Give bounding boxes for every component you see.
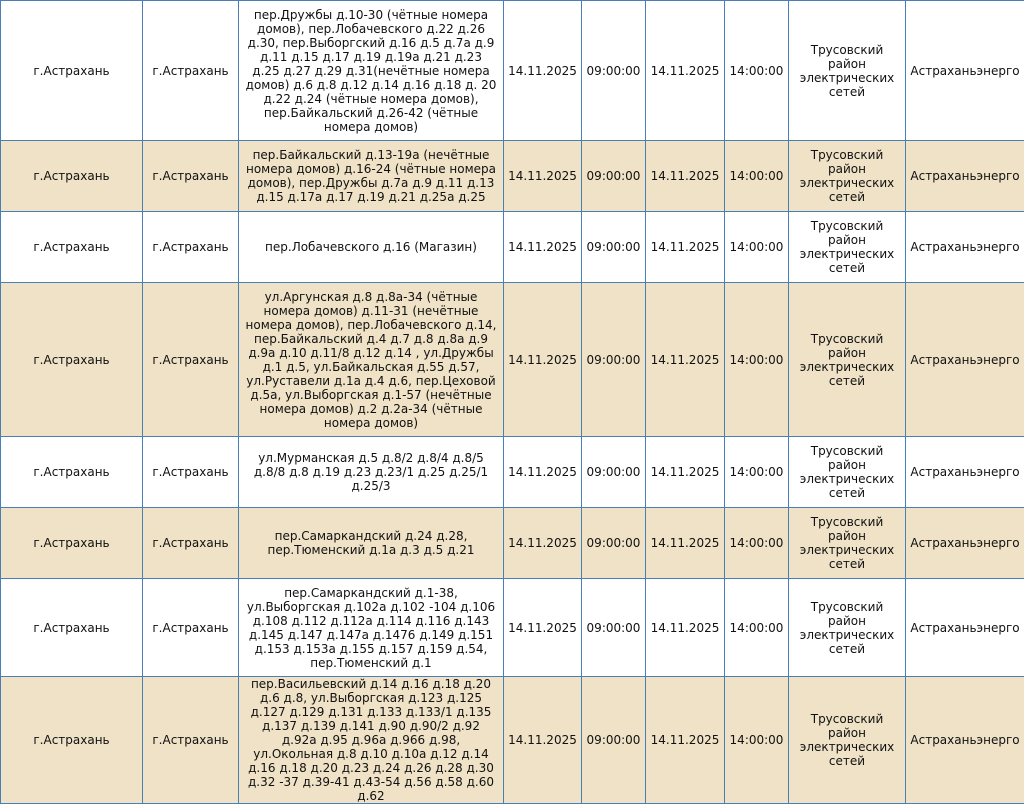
address-cell: пер.Лобачевского д.16 (Магазин)	[239, 212, 504, 283]
locality-cell: г.Астрахань	[143, 677, 239, 804]
start-date-cell: 14.11.2025	[504, 212, 582, 283]
district-cell: Трусовский район электрических сетей	[789, 677, 906, 804]
region-cell: г.Астрахань	[1, 508, 143, 579]
end-time-cell: 14:00:00	[725, 283, 789, 437]
organization-cell: Астраханьэнерго	[906, 141, 1024, 212]
end-date-cell: 14.11.2025	[646, 677, 725, 804]
organization-cell: Астраханьэнерго	[906, 508, 1024, 579]
region-cell: г.Астрахань	[1, 579, 143, 677]
start-date-cell: 14.11.2025	[504, 141, 582, 212]
end-time-cell: 14:00:00	[725, 1, 789, 141]
start-date-cell: 14.11.2025	[504, 1, 582, 141]
start-time-cell: 09:00:00	[582, 437, 646, 508]
region-cell: г.Астрахань	[1, 1, 143, 141]
start-time-cell: 09:00:00	[582, 212, 646, 283]
address-cell: пер.Байкальский д.13-19а (нечётные номера домов) д.16-24 (чётные номера домов), пер.Дружбы д.7а д.9 д.11 д.13 д.15 д.17а д.17 д.19 д.21 д.25а д.25	[239, 141, 504, 212]
locality-cell: г.Астрахань	[143, 212, 239, 283]
end-date-cell: 14.11.2025	[646, 283, 725, 437]
district-cell: Трусовский район электрических сетей	[789, 579, 906, 677]
locality-cell: г.Астрахань	[143, 508, 239, 579]
table-row	[1, 677, 1024, 804]
end-date-cell: 14.11.2025	[646, 1, 725, 141]
organization-cell: Астраханьэнерго	[906, 283, 1024, 437]
table-row	[1, 283, 1024, 437]
end-time-cell: 14:00:00	[725, 212, 789, 283]
end-date-cell: 14.11.2025	[646, 141, 725, 212]
locality-cell: г.Астрахань	[143, 141, 239, 212]
end-date-cell: 14.11.2025	[646, 437, 725, 508]
district-cell: Трусовский район электрических сетей	[789, 1, 906, 141]
start-time-cell: 09:00:00	[582, 677, 646, 804]
district-cell: Трусовский район электрических сетей	[789, 437, 906, 508]
organization-cell: Астраханьэнерго	[906, 677, 1024, 804]
start-time-cell: 09:00:00	[582, 508, 646, 579]
end-date-cell: 14.11.2025	[646, 579, 725, 677]
start-date-cell: 14.11.2025	[504, 508, 582, 579]
region-cell: г.Астрахань	[1, 283, 143, 437]
end-time-cell: 14:00:00	[725, 677, 789, 804]
start-time-cell: 09:00:00	[582, 141, 646, 212]
address-cell: пер.Самаркандский д.1-38, ул.Выборгская д.102а д.102 -104 д.106 д.108 д.112 д.112а д.114 д.116 д.143 д.145 д.147 д.147а д.1476 д.149 д.151 д.153 д.153а д.155 д.157 д.159 д.54, пер.Тюменский д.1	[239, 579, 504, 677]
organization-cell: Астраханьэнерго	[906, 437, 1024, 508]
end-time-cell: 14:00:00	[725, 579, 789, 677]
address-cell: пер.Васильевский д.14 д.16 д.18 д.20 д.6 д.8, ул.Выборгская д.123 д.125 д.127 д.129 д.131 д.133 д.133/1 д.135 д.137 д.139 д.141 д.90 д.90/2 д.92 д.92а д.95 д.96а д.966 д.98, ул.Окольная д.8 д.10 д.10а д.12 д.14 д.16 д.18 д.20 д.23 д.24 д.26 д.28 д.30 д.32 -37 д.39-41 д.43-54 д.56 д.58 д.60 д.62	[239, 677, 504, 804]
locality-cell: г.Астрахань	[143, 283, 239, 437]
start-time-cell: 09:00:00	[582, 1, 646, 141]
end-time-cell: 14:00:00	[725, 141, 789, 212]
address-cell: пер.Самаркандский д.24 д.28, пер.Тюменский д.1а д.3 д.5 д.21	[239, 508, 504, 579]
district-cell: Трусовский район электрических сетей	[789, 508, 906, 579]
address-cell: ул.Аргунская д.8 д.8а-34 (чётные номера домов) д.11-31 (нечётные номера домов), пер.Лобачевского д.14, пер.Байкальский д.4 д.7 д.8 д.8а д.9 д.9а д.10 д.11/8 д.12 д.14 , ул.Дружбы д.1 д.5, ул.Байкальская д.55 д.57, ул.Руставели д.1а д.4 д.6, пер.Цеховой д.5а, ул.Выборгская д.1-57 (нечётные номера домов) д.2 д.2а-34 (чётные номера домов)	[239, 283, 504, 437]
start-date-cell: 14.11.2025	[504, 437, 582, 508]
district-cell: Трусовский район электрических сетей	[789, 212, 906, 283]
address-cell: ул.Мурманская д.5 д.8/2 д.8/4 д.8/5 д.8/8 д.8 д.19 д.23 д.23/1 д.25 д.25/1 д.25/3	[239, 437, 504, 508]
start-time-cell: 09:00:00	[582, 283, 646, 437]
table-row	[1, 212, 1024, 283]
address-cell: пер.Дружбы д.10-30 (чётные номера домов), пер.Лобачевского д.22 д.26 д.30, пер.Выборгский д.16 д.5 д.7а д.9 д.11 д.15 д.17 д.19 д.19а д.21 д.23 д.25 д.27 д.29 д.31(нечётные номера домов) д.6 д.8 д.12 д.14 д.16 д.18 д. 20 д.22 д.24 (чётные номера домов), пер.Байкальский д.26-42 (чётные номера домов)	[239, 1, 504, 141]
end-time-cell: 14:00:00	[725, 437, 789, 508]
end-date-cell: 14.11.2025	[646, 508, 725, 579]
region-cell: г.Астрахань	[1, 677, 143, 804]
district-cell: Трусовский район электрических сетей	[789, 283, 906, 437]
locality-cell: г.Астрахань	[143, 437, 239, 508]
table-row	[1, 437, 1024, 508]
table-row	[1, 141, 1024, 212]
organization-cell: Астраханьэнерго	[906, 212, 1024, 283]
region-cell: г.Астрахань	[1, 141, 143, 212]
district-cell: Трусовский район электрических сетей	[789, 141, 906, 212]
organization-cell: Астраханьэнерго	[906, 1, 1024, 141]
locality-cell: г.Астрахань	[143, 579, 239, 677]
locality-cell: г.Астрахань	[143, 1, 239, 141]
end-time-cell: 14:00:00	[725, 508, 789, 579]
table-row	[1, 508, 1024, 579]
table-row	[1, 579, 1024, 677]
start-date-cell: 14.11.2025	[504, 579, 582, 677]
region-cell: г.Астрахань	[1, 212, 143, 283]
start-date-cell: 14.11.2025	[504, 677, 582, 804]
start-time-cell: 09:00:00	[582, 579, 646, 677]
table-row	[1, 1, 1024, 141]
region-cell: г.Астрахань	[1, 437, 143, 508]
end-date-cell: 14.11.2025	[646, 212, 725, 283]
organization-cell: Астраханьэнерго	[906, 579, 1024, 677]
start-date-cell: 14.11.2025	[504, 283, 582, 437]
